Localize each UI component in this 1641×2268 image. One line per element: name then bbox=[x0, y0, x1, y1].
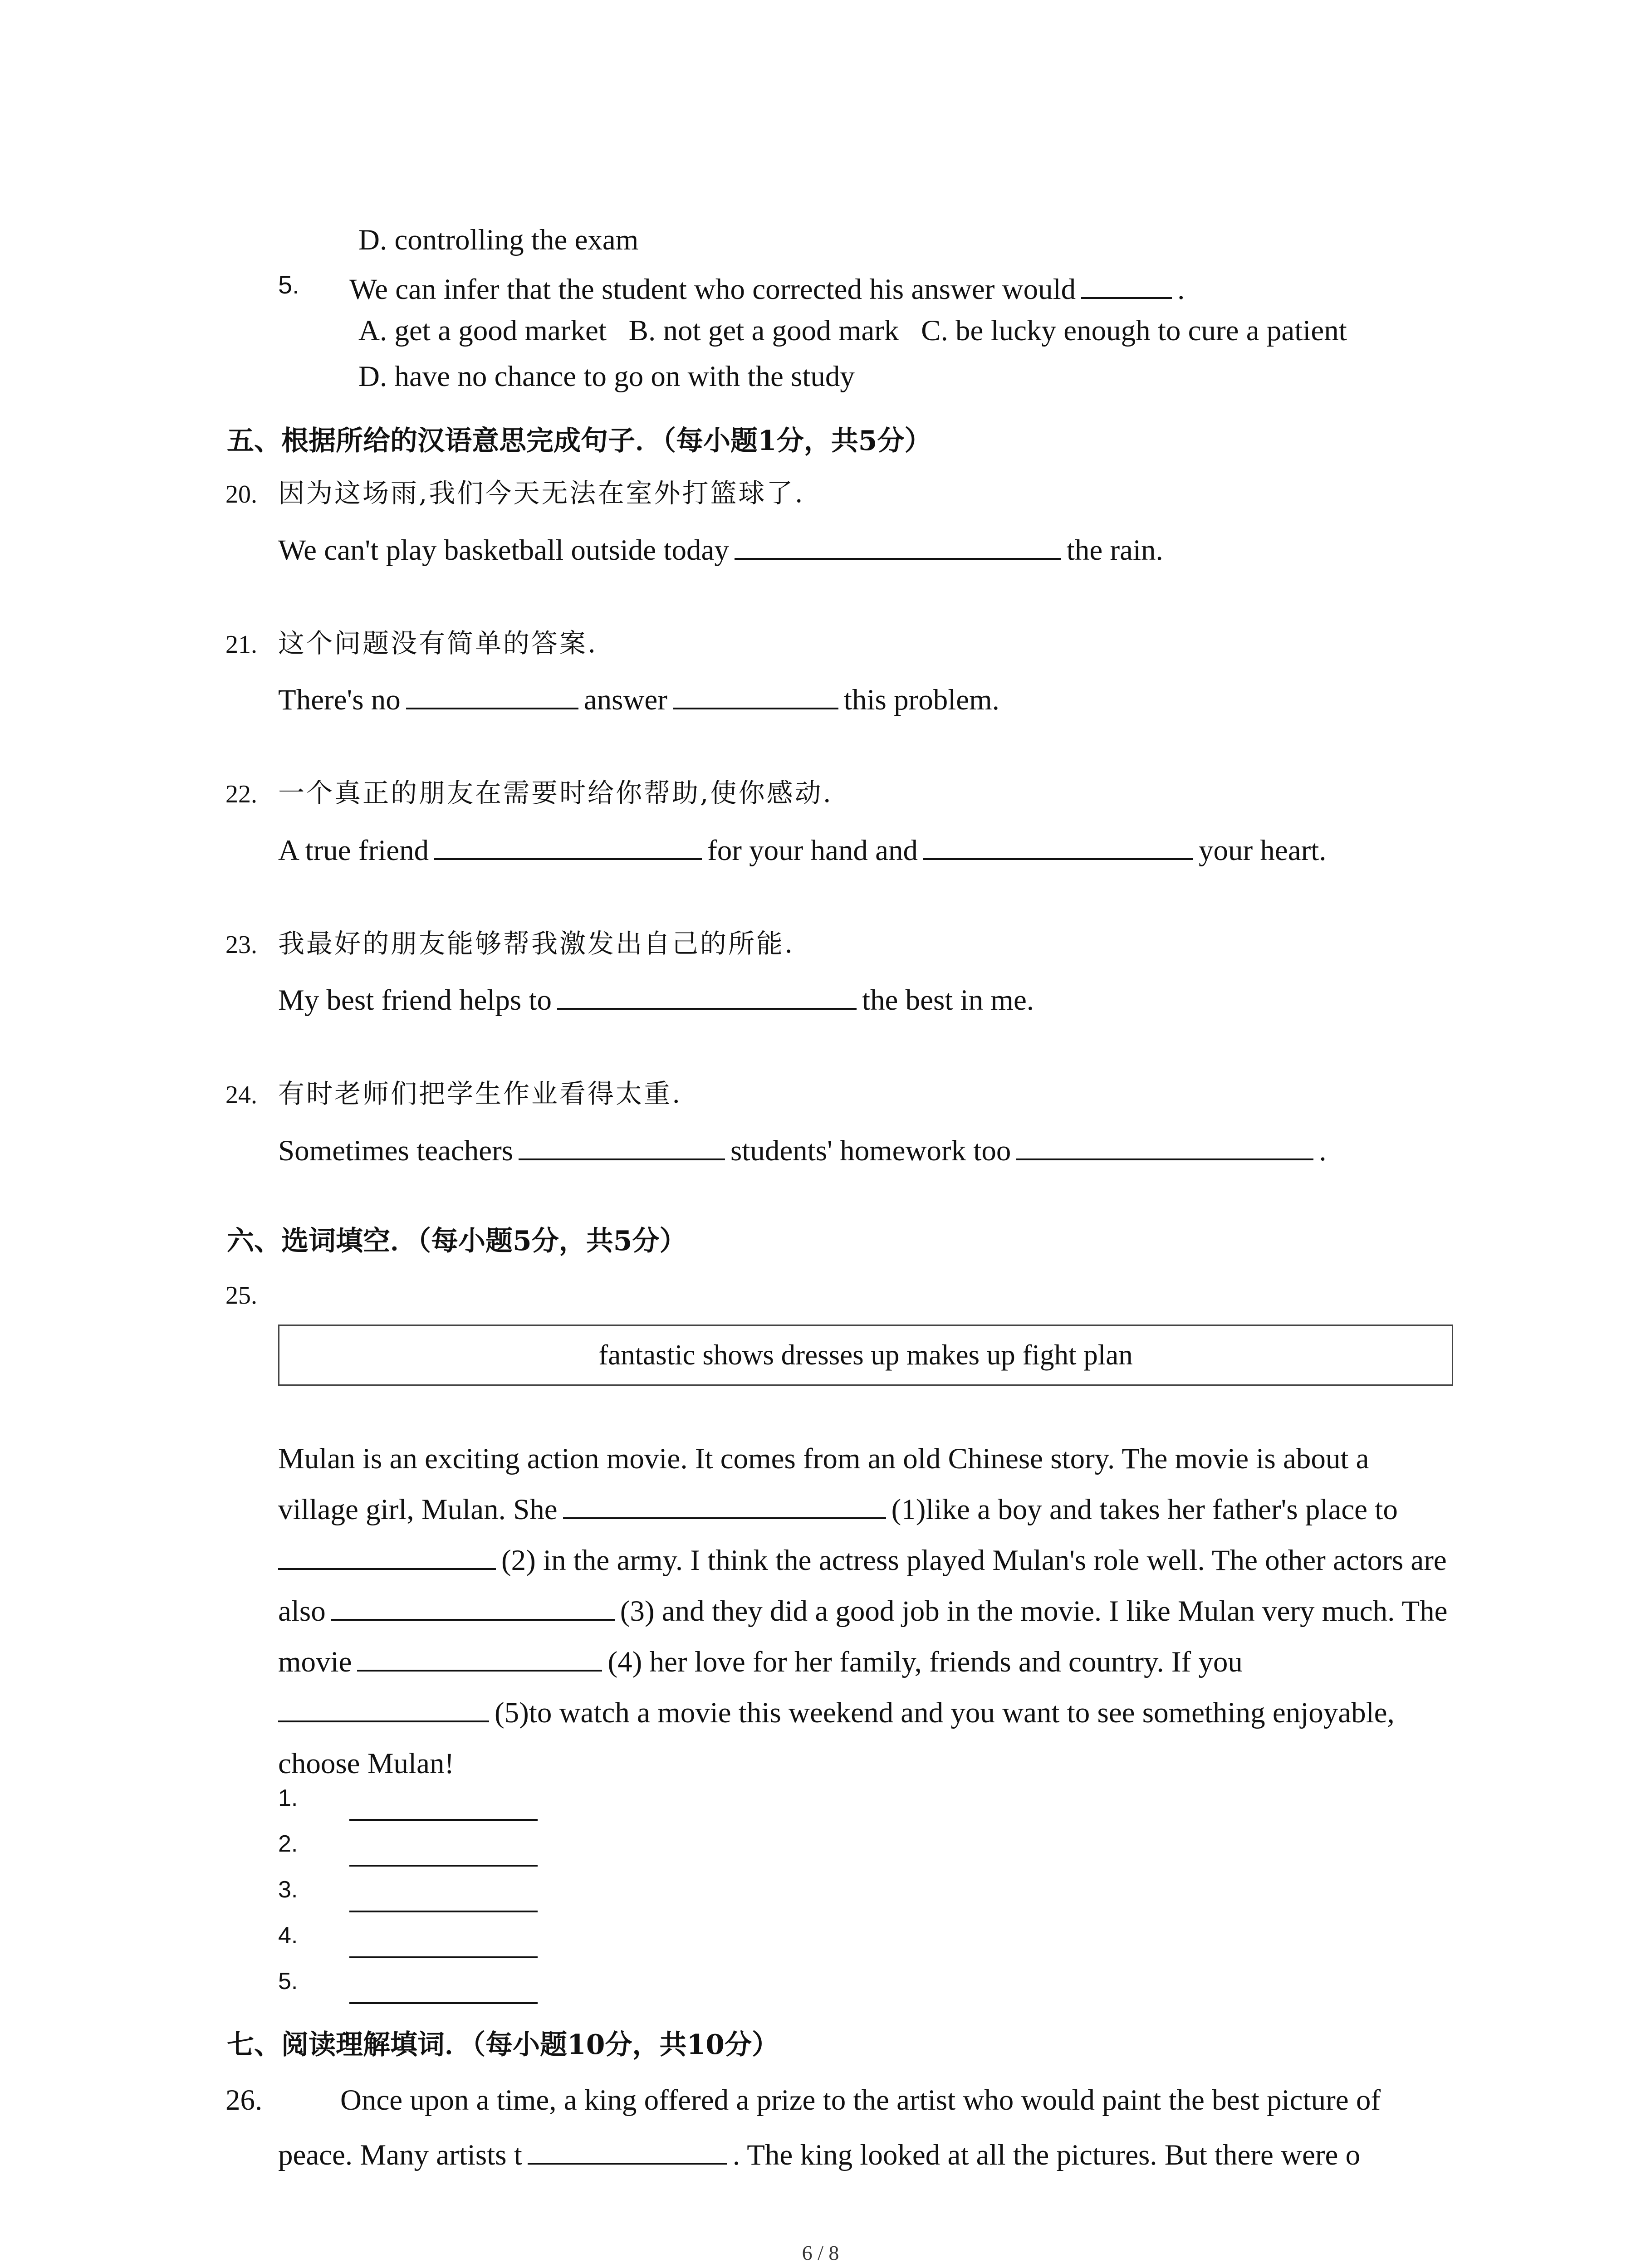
answer-blank[interactable] bbox=[1081, 271, 1172, 299]
answer-list-number: 5. bbox=[278, 1968, 298, 1994]
chinese-prompt: 因为这场雨,我们今天无法在室外打篮球了. bbox=[278, 478, 805, 508]
option-b: B. not get a good mark bbox=[628, 314, 899, 347]
english-sentence: There's no answer this problem. bbox=[278, 681, 999, 715]
answer-blank[interactable] bbox=[557, 982, 857, 1010]
answer-line-5[interactable] bbox=[349, 2002, 538, 2004]
question-number: 23. bbox=[225, 931, 257, 959]
page-number: 6 / 8 bbox=[802, 2241, 839, 2264]
word-bank-box bbox=[278, 1325, 1453, 1386]
option-row bbox=[358, 316, 1347, 346]
reading-text-line: Once upon a time, a king offered a prize to the artist who would paint the best picture of bbox=[340, 2084, 1381, 2116]
question-number: 21. bbox=[225, 631, 257, 659]
answer-blank-5[interactable] bbox=[278, 1692, 489, 1722]
answer-blank[interactable] bbox=[923, 832, 1193, 860]
question-number: 20. bbox=[225, 480, 257, 508]
word-bank: fantastic shows dresses up makes up fight plan bbox=[598, 1339, 1133, 1371]
answer-blank[interactable] bbox=[1016, 1132, 1313, 1160]
chinese-prompt: 有时老师们把学生作业看得太重. bbox=[278, 1078, 682, 1109]
answer-line-3[interactable] bbox=[349, 1911, 538, 1912]
english-sentence: We can't play basketball outside today the rain. bbox=[278, 532, 1163, 565]
answer-line-4[interactable] bbox=[349, 1956, 538, 1958]
question-number: 5. bbox=[278, 270, 299, 299]
answer-blank[interactable] bbox=[673, 681, 838, 709]
reading-text-line: peace. Many artists t . The king looked at all the pictures. But there were o bbox=[278, 2136, 1360, 2170]
question-number: 25. bbox=[225, 1281, 257, 1310]
option-a: A. get a good market bbox=[358, 314, 607, 347]
chinese-prompt: 这个问题没有简单的答案. bbox=[278, 628, 598, 659]
chinese-prompt: 我最好的朋友能够帮我激发出自己的所能. bbox=[278, 928, 795, 959]
answer-blank[interactable] bbox=[434, 832, 702, 860]
answer-blank[interactable] bbox=[528, 2136, 727, 2165]
answer-list-number: 2. bbox=[278, 1831, 298, 1857]
answer-list-number: 1. bbox=[278, 1785, 298, 1811]
english-sentence: My best friend helps to the best in me. bbox=[278, 982, 1034, 1015]
question-number: 22. bbox=[225, 780, 257, 808]
answer-blank-3[interactable] bbox=[331, 1591, 615, 1621]
answer-blank-2[interactable] bbox=[278, 1540, 496, 1570]
english-sentence: Sometimes teachers students' homework too . bbox=[278, 1132, 1327, 1166]
section-heading: 六、选词填空．（每小题5分，共5分） bbox=[227, 1225, 687, 1257]
option-d: D. have no chance to go on with the study bbox=[358, 360, 855, 393]
option-c: C. be lucky enough to cure a patient bbox=[921, 314, 1347, 347]
cloze-passage: Mulan is an exciting action movie. It comes from an old Chinese story. The movie is about a village girl, Mulan. She (1)like a boy and takes her father's place to (2) in the army. I think the actress played Mulan's role well. The other actors are also (3) and they did a good job in the movie. I like Mulan very much. The movie (4) her love for her family, friends and country. If you (5)to watch a movie this weekend and you want to see something enjoyable, choose Mulan! bbox=[278, 1442, 1448, 1780]
section-heading: 五、根据所给的汉语意思完成句子．（每小题1分，共5分） bbox=[227, 425, 932, 457]
answer-list-number: 3. bbox=[278, 1877, 298, 1903]
english-sentence: A true friend for your hand and your heart. bbox=[278, 832, 1327, 865]
question-number: 26. bbox=[225, 2084, 263, 2116]
answer-blank-1[interactable] bbox=[563, 1489, 886, 1519]
answer-blank-4[interactable] bbox=[357, 1642, 602, 1672]
question-number: 24. bbox=[225, 1081, 257, 1109]
chinese-prompt: 一个真正的朋友在需要时给你帮助,使你感动. bbox=[278, 777, 833, 808]
answer-blank[interactable] bbox=[735, 532, 1061, 560]
section-heading: 七、阅读理解填词．（每小题10分，共10分） bbox=[227, 2029, 779, 2061]
answer-list-number: 4. bbox=[278, 1922, 298, 1949]
answer-blank[interactable] bbox=[406, 681, 578, 709]
option-d: D. controlling the exam bbox=[358, 224, 639, 256]
answer-line-1[interactable] bbox=[349, 1819, 538, 1821]
answer-line-2[interactable] bbox=[349, 1865, 538, 1867]
answer-blank[interactable] bbox=[519, 1132, 725, 1160]
question-text: We can infer that the student who corrected his answer would . bbox=[349, 271, 1185, 304]
